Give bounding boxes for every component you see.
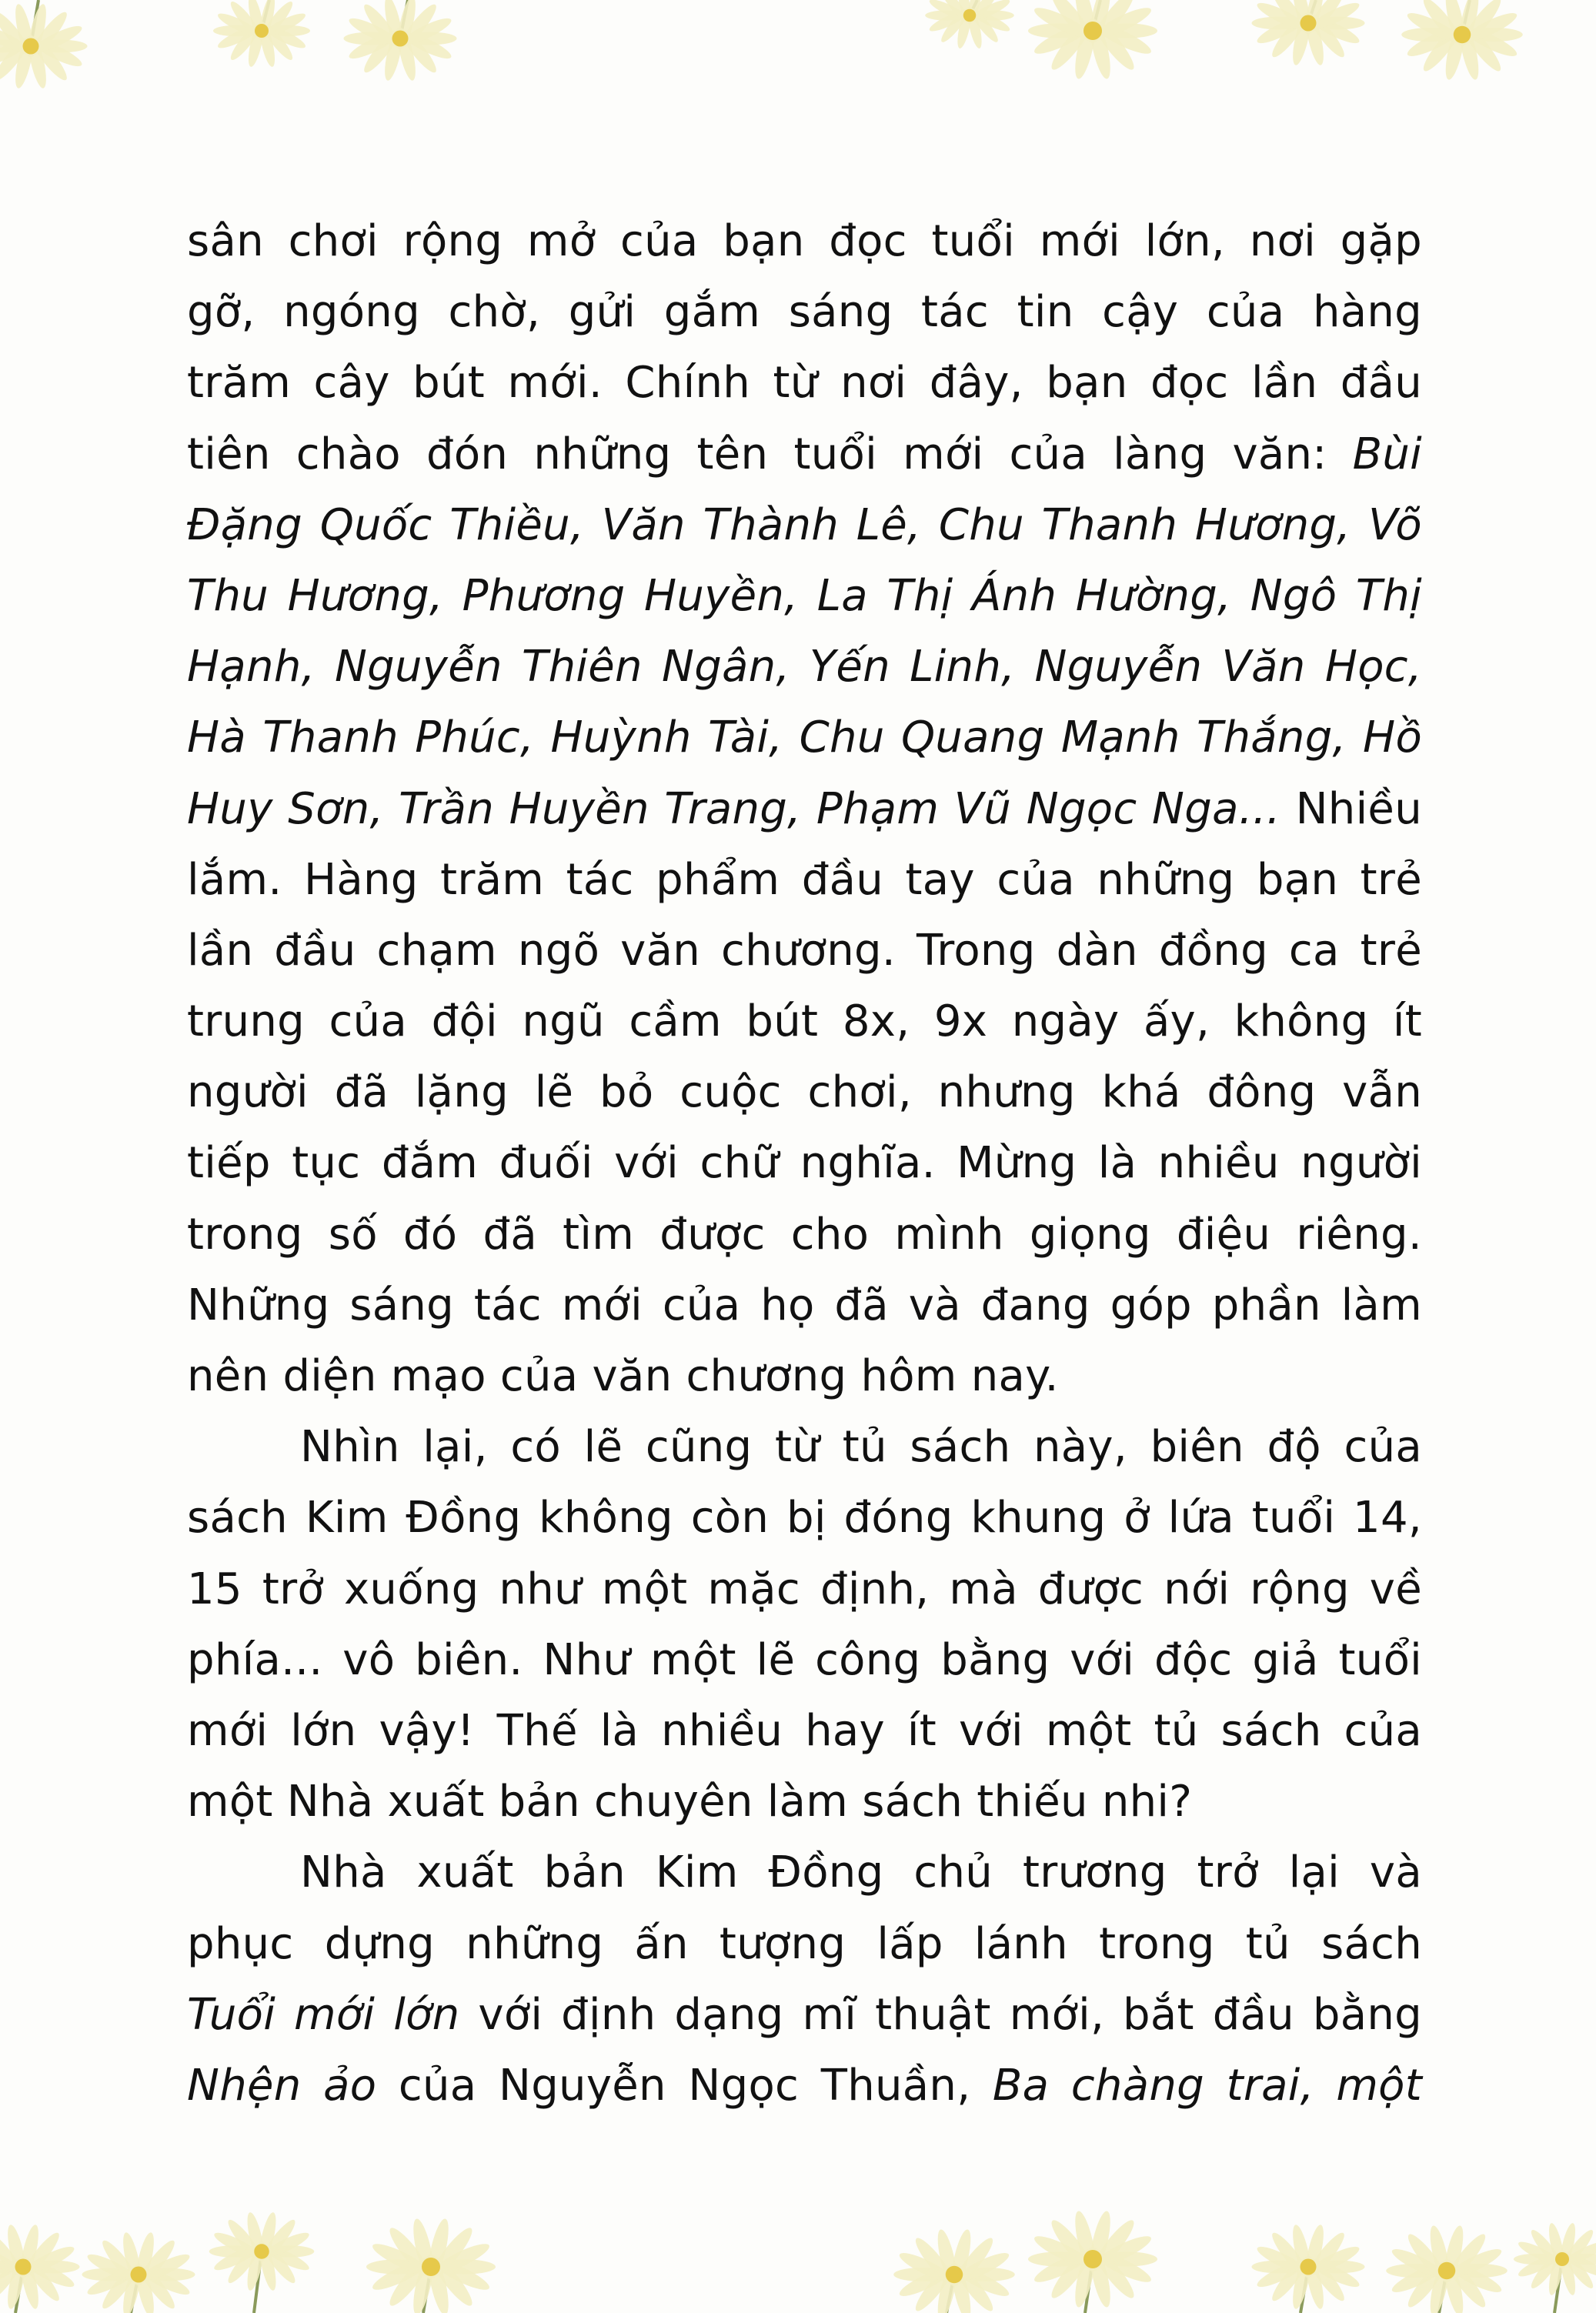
text-segment: một Nhà xuất bản chuyên làm sách thiếu nhi? (187, 1777, 1193, 1827)
text-segment: Nhiều (1280, 783, 1422, 834)
flower-icon (925, 0, 1014, 49)
text-segment: sách Kim Đồng không còn bị đóng khung ở lứa tuổi 14, (187, 1493, 1422, 1544)
text-segment: của Nguyễn Ngọc Thuần, (376, 2060, 993, 2111)
text-line (187, 206, 1422, 277)
text-line (187, 419, 1422, 490)
text-line (187, 277, 1422, 348)
text-line (187, 348, 1422, 419)
text-line (187, 2051, 1422, 2121)
text-line (187, 1837, 1422, 1908)
text-line (187, 1980, 1422, 2051)
italic-text: Thu Hương, Phương Huyền, La Thị Ánh Hường, Ngô Thị (187, 570, 1422, 621)
flower-icon (209, 2211, 315, 2313)
flower-icon (344, 0, 457, 82)
text-line (187, 1696, 1422, 1767)
text-segment: trong số đó đã tìm được cho mình giọng điệu riêng. (187, 1209, 1422, 1260)
flower-icon (1514, 2222, 1596, 2313)
text-segment: lần đầu chạm ngõ văn chương. Trong dàn đồng ca trẻ (187, 925, 1422, 976)
text-segment: với định dạng mĩ thuật mới, bắt đầu bằng (459, 1989, 1422, 2040)
text-line (187, 1341, 1422, 1412)
text-line (187, 1200, 1422, 1270)
text-line (187, 916, 1422, 986)
text-line (187, 986, 1422, 1057)
text-line (187, 561, 1422, 632)
italic-text: Ba chàng trai, một (992, 2060, 1422, 2111)
text-segment: phục dựng những ấn tượng lấp lánh trong tủ sách (187, 1918, 1422, 1969)
text-line (187, 1412, 1422, 1483)
text-segment: Nhà xuất bản Kim Đồng chủ trương trở lại và (300, 1847, 1422, 1898)
text-line (187, 632, 1422, 703)
flower-border-bottom (0, 2182, 1596, 2313)
flower-icon (1252, 2224, 1365, 2313)
text-segment: người đã lặng lẽ bỏ cuộc chơi, nhưng khá đông vẫn (187, 1067, 1422, 1118)
text-line (187, 1554, 1422, 1625)
italic-text: Nhện ảo (187, 2060, 377, 2111)
text-line (187, 490, 1422, 561)
text-line (187, 774, 1422, 845)
text-segment: trung của đội ngũ cầm bút 8x, 9x ngày ấy, không ít (187, 996, 1422, 1047)
flower-icon (0, 0, 88, 89)
italic-text: Đặng Quốc Thiều, Văn Thành Lê, Chu Thanh Hương, Võ (187, 499, 1422, 550)
text-segment: Nhìn lại, có lẽ cũng từ tủ sách này, biên độ của (300, 1422, 1422, 1473)
flower-border-top (0, 0, 1596, 131)
flower-icon (82, 2231, 195, 2313)
text-line (187, 1625, 1422, 1696)
text-line (187, 1767, 1422, 1837)
italic-text: Huy Sơn, Trần Huyền Trang, Phạm Vũ Ngọc Nga... (187, 783, 1280, 834)
text-segment: tiếp tục đắm đuối với chữ nghĩa. Mừng là nhiều người (187, 1138, 1422, 1189)
body-text (187, 206, 1422, 2121)
italic-text: Bùi (1352, 429, 1422, 479)
text-line (187, 703, 1422, 773)
flower-icon (1028, 0, 1157, 81)
flower-icon (1028, 2209, 1157, 2313)
flower-icon (213, 0, 310, 68)
text-segment: 15 trở xuống như một mặc định, mà được nới rộng về (187, 1564, 1422, 1614)
text-line (187, 1909, 1422, 1980)
text-segment: gỡ, ngóng chờ, gửi gắm sáng tác tin cậy của hàng (187, 287, 1422, 338)
flower-icon (893, 2228, 1015, 2313)
text-segment: trăm cây bút mới. Chính từ nơi đây, bạn đọc lần đầu (187, 358, 1422, 409)
italic-text: Hà Thanh Phúc, Huỳnh Tài, Chu Quang Mạnh Thắng, Hồ (187, 713, 1422, 763)
flower-icon (1386, 2225, 1508, 2313)
flower-icon (1252, 0, 1365, 66)
text-segment: mới lớn vậy! Thế là nhiều hay ít với một tủ sách của (187, 1705, 1422, 1756)
text-line (187, 1128, 1422, 1199)
text-segment: Những sáng tác mới của họ đã và đang góp phần làm (187, 1280, 1422, 1330)
text-line (187, 1483, 1422, 1554)
flower-icon (1401, 0, 1523, 81)
text-line (187, 1270, 1422, 1341)
flower-icon (366, 2217, 496, 2313)
text-segment: lắm. Hàng trăm tác phẩm đầu tay của những bạn trẻ (187, 854, 1422, 905)
text-line (187, 845, 1422, 916)
text-segment: phía... vô biên. Như một lẽ công bằng với độc giả tuổi (187, 1634, 1422, 1685)
text-segment: nên diện mạo của văn chương hôm nay. (187, 1351, 1059, 1401)
italic-text: Tuổi mới lớn (187, 1989, 460, 2040)
text-segment: sân chơi rộng mở của bạn đọc tuổi mới lớn, nơi gặp (187, 216, 1422, 266)
italic-text: Hạnh, Nguyễn Thiên Ngân, Yến Linh, Nguyễn Văn Học, (187, 642, 1422, 693)
text-line (187, 1057, 1422, 1128)
flower-icon (0, 2224, 80, 2313)
text-segment: tiên chào đón những tên tuổi mới của làng văn: (187, 429, 1353, 479)
